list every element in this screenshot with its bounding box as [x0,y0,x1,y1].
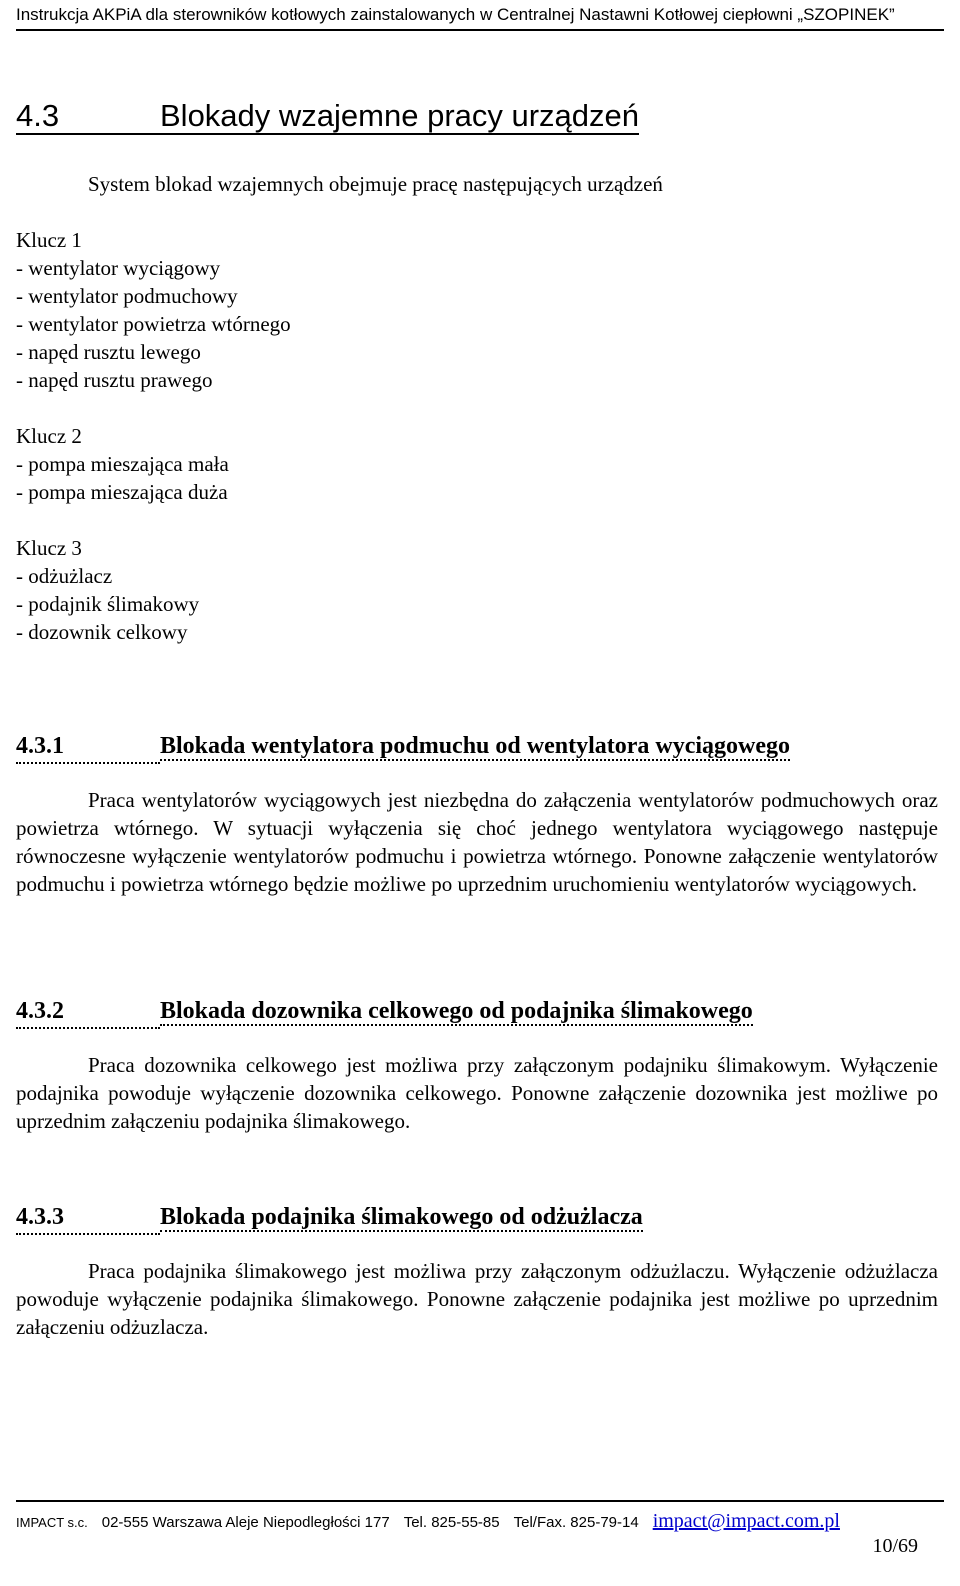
key-group [16,422,916,506]
key-item: - podajnik ślimakowy [16,592,200,616]
subsection-paragraph: Praca wentylatorów wyciągowych jest niezbędna do załączenia wentylatorów podmuchowych oraz powietrza wtórnego. W sytuacji wyłączenia się choć jednego wentylatora wyciągowego następuje równoczesne wyłączenie wentylatorów podmuchu i powietrza wtórnego. Ponowne załączenie wentylatorów podmuchu i powietrza wtórnego będzie możliwe po uprzednim uruchomieniu wentylatorów wyciągowych. [16,788,938,896]
key-item: - pompa mieszająca duża [16,480,228,504]
key-item: - napęd rusztu lewego [16,340,201,364]
key-group [16,226,916,394]
subsection [16,995,938,1135]
key-item: - wentylator powietrza wtórnego [16,312,291,336]
page-header [16,4,944,31]
footer-fax: Tel/Fax. 825-79-14 [513,1514,639,1531]
key-item: - napęd rusztu prawego [16,368,213,392]
section-number: 4.3 [16,98,60,133]
subsection-title: Blokada dozownika celkowego od podajnika ślimakowego [160,998,753,1024]
subsection [16,730,938,898]
key-group [16,534,916,646]
key-title: Klucz 1 [16,228,82,252]
subsection-paragraph: Praca dozownika celkowego jest możliwa przy załączonym podajniku ślimakowym. Wyłączenie podajnika powoduje wyłączenie dozownika celkowego. Ponowne załączenie dozownika jest możliwe po uprzednim załączeniu podajnika ślimakowego. [16,1053,938,1133]
keys-list [16,226,916,674]
subsection-heading [16,730,938,764]
page-number: 10/69 [872,1535,918,1557]
key-title: Klucz 3 [16,536,82,560]
key-item: - pompa mieszająca mała [16,452,229,476]
footer-company: IMPACT s.c. [16,1515,88,1530]
page-footer [16,1500,944,1533]
subsection-heading [16,1201,938,1235]
header-text: Instrukcja AKPiA dla sterowników kotłowych zainstalowanych w Centralnej Nastawni Kotłowej ciepłowni „SZOPINEK” [16,5,895,24]
footer-email-link[interactable]: impact@impact.com.pl [652,1510,840,1532]
subsection-title: Blokada wentylatora podmuchu od wentylatora wyciągowego [160,733,791,759]
key-title: Klucz 2 [16,424,82,448]
subsection-number: 4.3.1 [16,730,160,764]
section-intro: System blokad wzajemnych obejmuje pracę następujących urządzeń [88,172,663,196]
key-item: - wentylator wyciągowy [16,256,221,280]
subsection-heading [16,995,938,1029]
section-heading [16,96,946,136]
subsection-paragraph: Praca podajnika ślimakowego jest możliwa przy załączonym odżużlaczu. Wyłączenie odżużlacza powoduje wyłączenie podajnika ślimakowego. Ponowne załączenie podajnika jest możliwe po uprzednim załączeniu odżuzlacza. [16,1259,938,1339]
subsection-number: 4.3.2 [16,995,160,1029]
section-title: Blokady wzajemne pracy urządzeń [160,98,640,133]
key-item: - dozownik celkowy [16,620,188,644]
footer-contact [16,1502,944,1533]
subsection-title: Blokada podajnika ślimakowego od odżużlacza [160,1204,643,1230]
subsection [16,1201,938,1341]
subsection-number: 4.3.3 [16,1201,160,1235]
key-item: - odżużlacz [16,564,113,588]
footer-address: 02-555 Warszawa Aleje Niepodległości 177 [101,1514,390,1531]
footer-phone: Tel. 825-55-85 [403,1514,500,1531]
key-item: - wentylator podmuchowy [16,284,238,308]
